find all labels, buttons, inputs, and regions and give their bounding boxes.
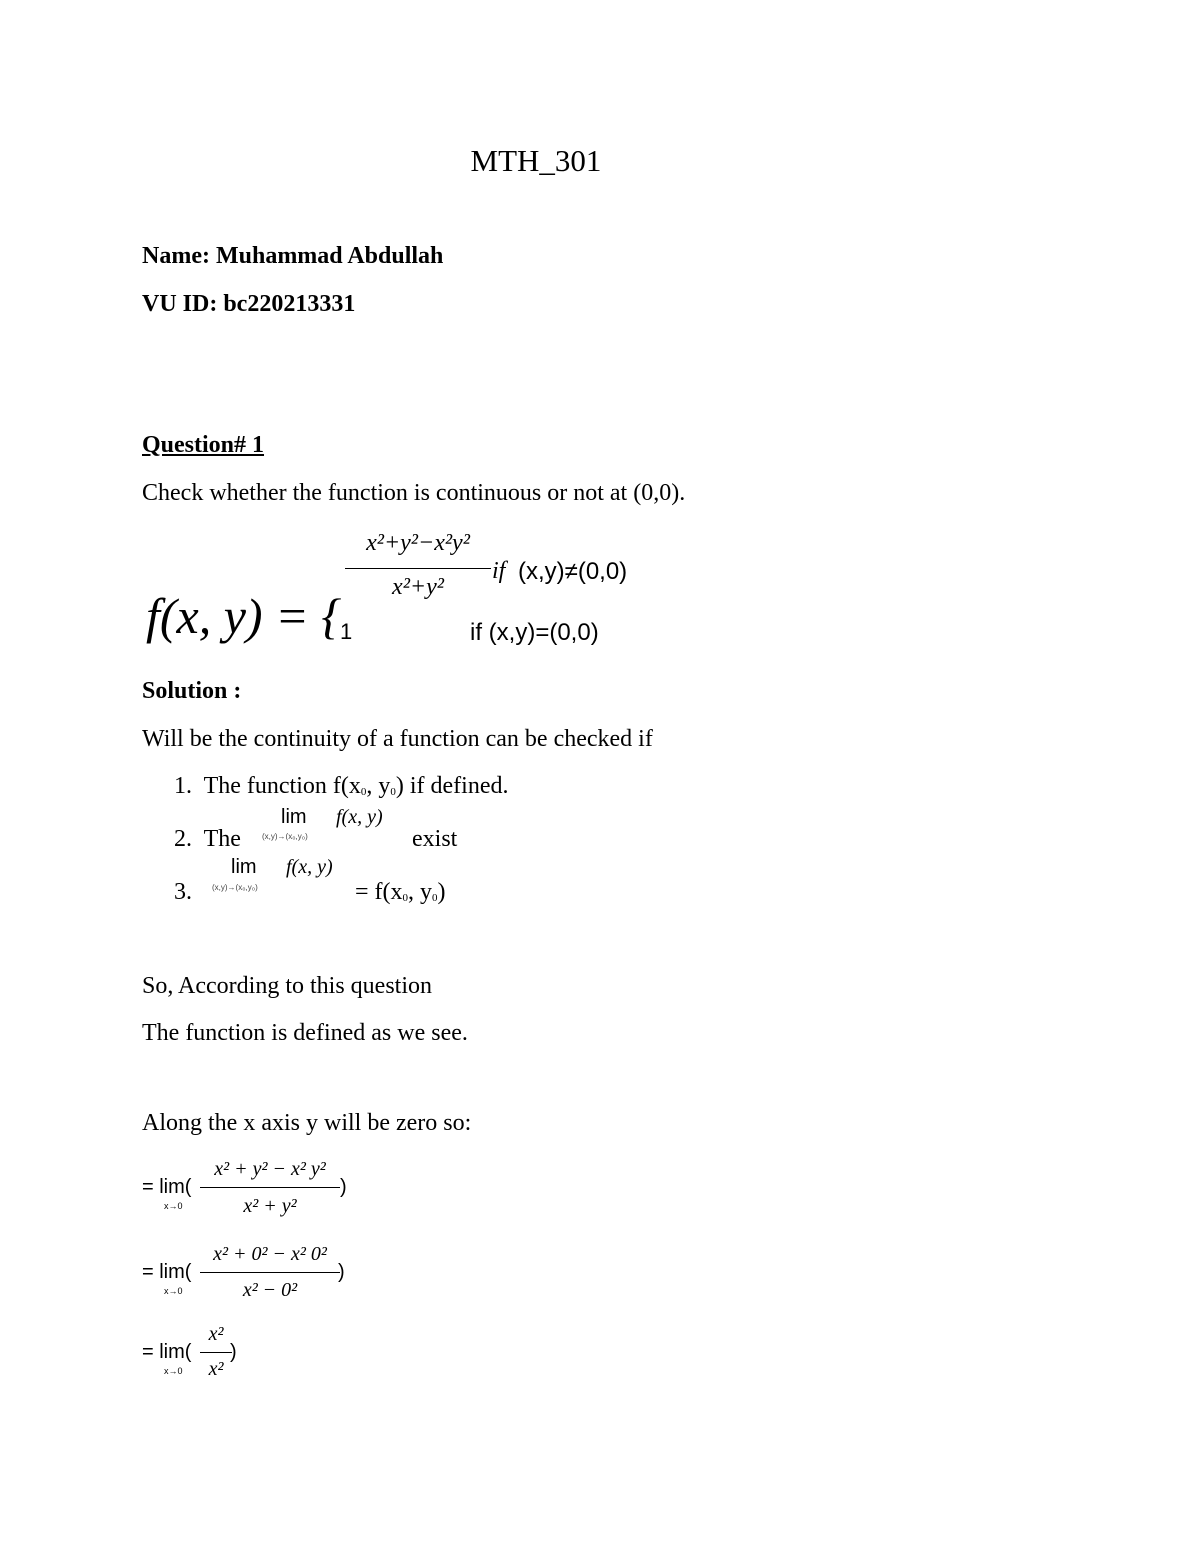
- condition-1: 1. The function $f(x_0$, $y_0$) if defined.: [174, 773, 509, 799]
- equation-numerator: x²: [208, 1323, 224, 1345]
- list-number: 2.: [174, 826, 192, 852]
- fraction-bar: [200, 1352, 232, 1353]
- equation-prefix: = lim(: [142, 1261, 192, 1283]
- paragraph: Along the x axis y will be zero so:: [142, 1110, 472, 1136]
- fraction-bar: [200, 1187, 340, 1188]
- equation-numerator: x² + y² − x² y²: [214, 1158, 326, 1180]
- paragraph: So, According to this question: [142, 973, 432, 999]
- condition-3-rhs: = $f(x_0$, $y_0$): [355, 879, 446, 905]
- condition-2: 2. The: [174, 826, 241, 852]
- equation-prefix: = lim(: [142, 1341, 192, 1363]
- limit-subscript: x→0: [164, 1366, 183, 1376]
- equation-denominator: x² − 0²: [242, 1279, 298, 1301]
- solution-intro: Will be the continuity of a function can be checked if: [142, 726, 653, 752]
- limit-function: f(x, y): [336, 806, 383, 828]
- fraction-bar: [345, 568, 491, 569]
- equation-suffix: ): [230, 1341, 237, 1363]
- limit-symbol: lim: [231, 856, 257, 878]
- condition-3: 3.: [174, 879, 192, 905]
- paragraph: The function is defined as we see.: [142, 1020, 468, 1046]
- equation-suffix: ): [340, 1176, 347, 1198]
- student-name: Name: Muhammad Abdullah: [142, 243, 444, 269]
- equation-suffix: ): [338, 1261, 345, 1283]
- list-number: 1.: [174, 773, 192, 799]
- limit-function: f(x, y): [286, 856, 333, 878]
- function-lhs: f(x, y) = {: [146, 588, 342, 644]
- limit-subscript: (x,y)→(x₀,y₀): [212, 883, 258, 892]
- case1-if: if: [492, 558, 506, 584]
- case2-value: 1: [340, 619, 353, 644]
- limit-symbol: lim: [281, 806, 307, 828]
- fraction-bar: [200, 1272, 340, 1273]
- case2-condition: if (x,y)=(0,0): [470, 619, 599, 646]
- equation-prefix: = lim(: [142, 1176, 192, 1198]
- limit-subscript: x→0: [164, 1286, 183, 1296]
- equation-denominator: x² + y²: [243, 1195, 297, 1217]
- question-text: Check whether the function is continuous or not at (0,0).: [142, 480, 686, 506]
- condition-2-tail: exist: [412, 826, 458, 852]
- page-title: MTH_301: [470, 143, 602, 178]
- question-heading: Question# 1: [142, 432, 265, 458]
- solution-heading: Solution :: [142, 678, 242, 704]
- student-id: VU ID: bc220213331: [142, 291, 356, 317]
- equation-numerator: x² + 0² − x² 0²: [213, 1243, 327, 1265]
- case1-numerator: x²+y²−x²y²: [366, 530, 470, 556]
- equation-denominator: x²: [208, 1358, 224, 1380]
- limit-subscript: (x,y)→(x₀,y₀): [262, 832, 308, 841]
- case1-denominator: x²+y²: [392, 574, 444, 600]
- case1-condition: (x,y)≠(0,0): [518, 558, 628, 585]
- limit-subscript: x→0: [164, 1201, 183, 1211]
